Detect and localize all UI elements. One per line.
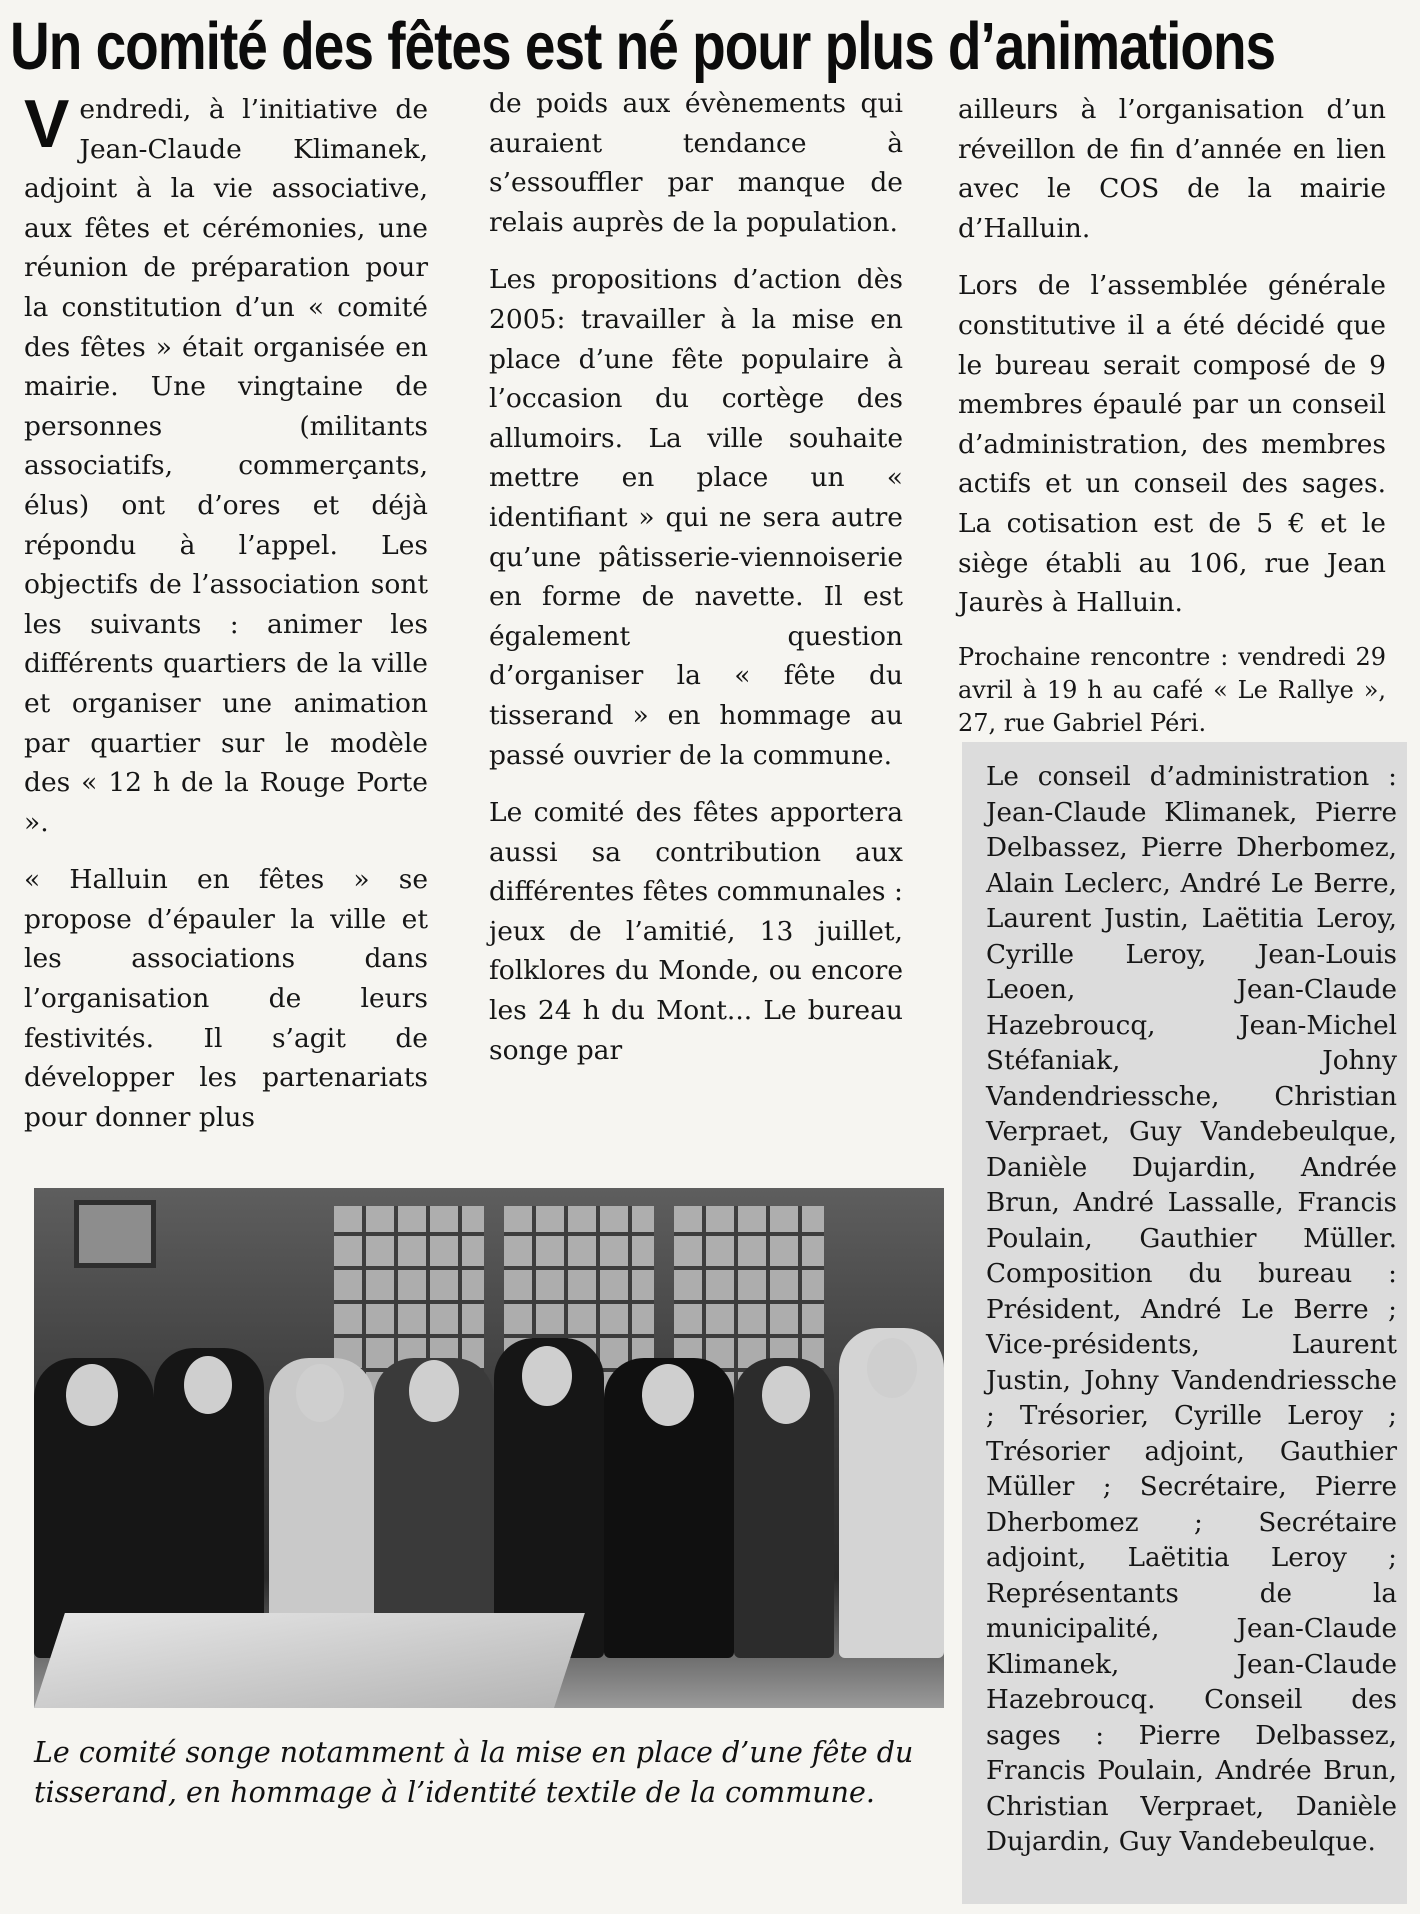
table-with-papers — [34, 1613, 585, 1708]
person-head — [296, 1364, 344, 1422]
intro-paragraph — [24, 86, 428, 842]
assembly-paragraph: Lors de l’assemblée générale constitutive il a été décidé que le bureau serait composé de 9 membres épaulé par un conseil d’administration, des membres actifs et un conseil des sages. La cotisation est de 5 € et le siège établi au 106, rue Jean Jaurès à Halluin. — [958, 270, 1386, 619]
continuation-paragraph: de poids aux évènements qui auraient tendance à s’essouffler par manque de relais auprès de la population. — [489, 88, 903, 238]
contribution-paragraph: Le comité des fêtes apportera aussi sa contribution aux différentes fêtes communales : jeux de l’amitié, 13 juillet, folklores du Monde, ou encore les 24 h du Mont... Le bureau songe par — [489, 797, 903, 1066]
photo-caption: Le comité songe notamment à la mise en place d’une fête du tisserand, en hommage à l’identité textile de la commune. — [34, 1736, 914, 1809]
wall-frame — [74, 1200, 156, 1268]
article-column-2 — [489, 84, 903, 1088]
article-column-3 — [958, 90, 1386, 758]
article-column-1 — [24, 86, 428, 1155]
person-head — [642, 1364, 694, 1426]
article-headline: Un comité des fêtes est né pour plus d’animations — [10, 8, 1276, 84]
members-list-text: Le conseil d’administration : Jean-Claude Klimanek, Pierre Delbassez, Pierre Dherbomez, Alain Leclerc, André Le Berre, Laurent Justin, Laëtitia Leroy, Cyrille Leroy, Jean-Louis Leoen, Jean-Claude Hazebroucq, Jean-Michel Stéfaniak, Johny Vandendriessche, Christian Verpraet, Guy Vandebeulque, Danièle Dujardin, Andrée Brun, André Lassalle, Francis Poulain, Gauthier Müller. Composition du bureau : Président, André Le Berre ; Vice-présidents, Laurent Justin, Johny Vandendriessche ; Trésorier, Cyrille Leroy ; Trésorier adjoint, Gauthier Müller ; Secrétaire, Pierre Dherbomez ; Secrétaire adjoint, Laëtitia Leroy ; Représentants de la municipalité, Jean-Claude Klimanek, Jean-Claude Hazebroucq. Conseil des sages : Pierre Delbassez, Francis Poulain, Andrée Brun, Christian Verpraet, Danièle Dujardin, Guy Vandebeulque. — [986, 762, 1397, 1857]
association-paragraph: « Halluin en fêtes » se propose d’épauler la ville et les associations dans l’organisation de leurs festivités. Il s’agit de développer les partenariats pour donner plus — [24, 864, 428, 1133]
person-head — [66, 1364, 118, 1426]
person-head — [409, 1360, 459, 1422]
members-sidebar — [962, 742, 1407, 1904]
person-head — [184, 1356, 232, 1414]
drop-cap: V — [24, 86, 70, 162]
reveillon-paragraph: ailleurs à l’organisation d’un réveillon de fin d’année en lien avec le COS de la mairie d’Halluin. — [958, 94, 1386, 244]
intro-text: endredi, à l’initiative de Jean-Claude Klimanek, adjoint à la vie associative, aux fêtes et cérémonies, une réunion de préparation pour la constitution d’un « comité des fêtes » était organisée en mairie. Une vingtaine de personnes (militants associatifs, commerçants, élus) ont d’ores et déjà répondu à l’appel. Les objectifs de l’association sont les suivants : animer les différents quartiers de la ville et organiser une animation par quartier sur le modèle des « 12 h de la Rouge Porte ». — [24, 94, 428, 838]
person-head — [522, 1346, 572, 1406]
person-head — [867, 1338, 917, 1398]
group-photo — [34, 1188, 944, 1708]
proposals-paragraph: Les propositions d’action dès 2005: travailler à la mise en place d’une fête populaire à l’occasion du cortège des allumoirs. La ville souhaite mettre en place un « identifiant » qui ne sera autre qu’une pâtisserie-viennoiserie en forme de navette. Il est également question d’organiser la « fête du tisserand » en hommage au passé ouvrier de la commune. — [489, 264, 903, 771]
next-meeting-paragraph: Prochaine rencontre : vendredi 29 avril à 19 h au café « Le Rallye », 27, rue Gabriel Péri. — [958, 642, 1386, 737]
person-head — [762, 1366, 810, 1424]
